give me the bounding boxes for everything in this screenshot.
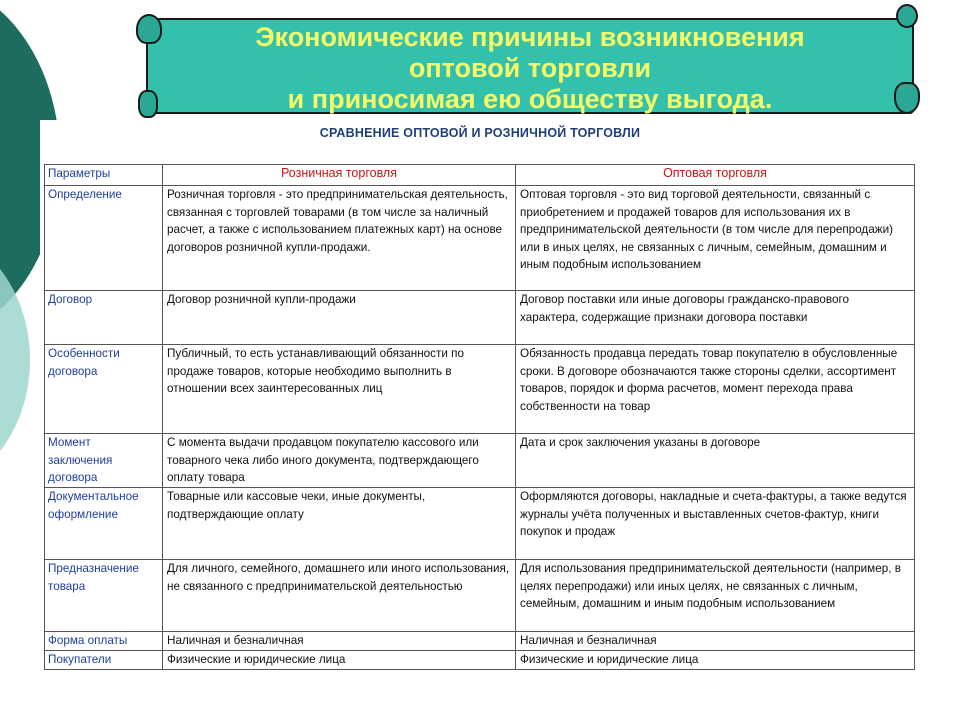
table-row-definition bbox=[45, 186, 915, 291]
retail-cell: Физические и юридические лица bbox=[163, 651, 516, 670]
header-wholesale: Оптовая торговля bbox=[516, 165, 915, 186]
param-cell: Договор bbox=[45, 291, 163, 345]
table-row-goods-purpose bbox=[45, 560, 915, 632]
retail-cell: Товарные или кассовые чеки, иные документы, подтверждающие оплату bbox=[163, 488, 516, 560]
retail-cell: Розничная торговля - это предпринимательская деятельность, связанная с торговлей товарами (в том числе за наличный расчет, а также с использованием платежных карт) на основе договоров розничной купли-продажи. bbox=[163, 186, 516, 291]
retail-cell: Публичный, то есть устанавливающий обязанности по продаже товаров, которые необходимо выполнить в отношении всех заинтересованных лиц bbox=[163, 345, 516, 434]
table-header-row bbox=[45, 165, 915, 186]
comparison-title: СРАВНЕНИЕ ОПТОВОЙ И РОЗНИЧНОЙ ТОРГОВЛИ bbox=[319, 126, 641, 140]
param-cell: Предназначение товара bbox=[45, 560, 163, 632]
scroll-curl-bottom-left bbox=[138, 90, 158, 118]
param-cell: Документальное оформление bbox=[45, 488, 163, 560]
wholesale-cell: Оптовая торговля - это вид торговой деятельности, связанный с приобретением и продажей товаров для использования их в предпринимательской деятельности (в том числе для перепродажи) или в иных целях, не связанных с личным, семейным, домашним и иным подобным использованием bbox=[516, 186, 915, 291]
wholesale-cell: Дата и срок заключения указаны в договоре bbox=[516, 434, 915, 488]
table-row-documentation bbox=[45, 488, 915, 560]
table-row-contract-features bbox=[45, 345, 915, 434]
slide-title-line-1: Экономические причины возникновения bbox=[255, 22, 805, 52]
table-row-payment-form bbox=[45, 632, 915, 651]
param-cell: Форма оплаты bbox=[45, 632, 163, 651]
param-cell: Особенности договора bbox=[45, 345, 163, 434]
wholesale-cell: Физические и юридические лица bbox=[516, 651, 915, 670]
slide-title-line-2: оптовой торговли bbox=[408, 53, 652, 83]
retail-cell: Наличная и безналичная bbox=[163, 632, 516, 651]
param-cell: Определение bbox=[45, 186, 163, 291]
comparison-table bbox=[44, 164, 915, 670]
header-parameters: Параметры bbox=[45, 165, 163, 186]
retail-cell: Договор розничной купли-продажи bbox=[163, 291, 516, 345]
wholesale-cell: Наличная и безналичная bbox=[516, 632, 915, 651]
wholesale-cell: Договор поставки или иные договоры гражданско-правового характера, содержащие признаки договора поставки bbox=[516, 291, 915, 345]
header-retail: Розничная торговля bbox=[163, 165, 516, 186]
param-cell: Покупатели bbox=[45, 651, 163, 670]
retail-cell: Для личного, семейного, домашнего или иного использования, не связанного с предпринимательской деятельностью bbox=[163, 560, 516, 632]
title-scroll-banner bbox=[136, 14, 920, 114]
table-row-conclusion-moment bbox=[45, 434, 915, 488]
slide-title-line-3: и приносимая ею обществу выгода. bbox=[287, 84, 773, 114]
slide-title bbox=[148, 22, 912, 115]
wholesale-cell: Для использования предпринимательской деятельности (например, в целях перепродажи) или иных целях, не связанных с личным, семейным, домашним и иным подобным использованием bbox=[516, 560, 915, 632]
content-sheet bbox=[40, 120, 920, 716]
table-row-contract bbox=[45, 291, 915, 345]
banner-body bbox=[146, 18, 914, 114]
scroll-curl-bottom-right bbox=[894, 82, 920, 114]
retail-cell: С момента выдачи продавцом покупателю кассового или товарного чека либо иного документа, подтверждающего оплату товара bbox=[163, 434, 516, 488]
scroll-curl-top-right bbox=[896, 4, 918, 28]
table-row-buyers bbox=[45, 651, 915, 670]
scroll-curl-top-left bbox=[136, 14, 162, 44]
param-cell: Момент заключения договора bbox=[45, 434, 163, 488]
wholesale-cell: Оформляются договоры, накладные и счета-фактуры, а также ведутся журналы учёта полученных и выставленных счетов-фактур, книги покупок и продаж bbox=[516, 488, 915, 560]
wholesale-cell: Обязанность продавца передать товар покупателю в обусловленные сроки. В договоре обозначаются также стороны сделки, ассортимент товаров, порядок и форма расчетов, момент перехода права собственности на товар bbox=[516, 345, 915, 434]
